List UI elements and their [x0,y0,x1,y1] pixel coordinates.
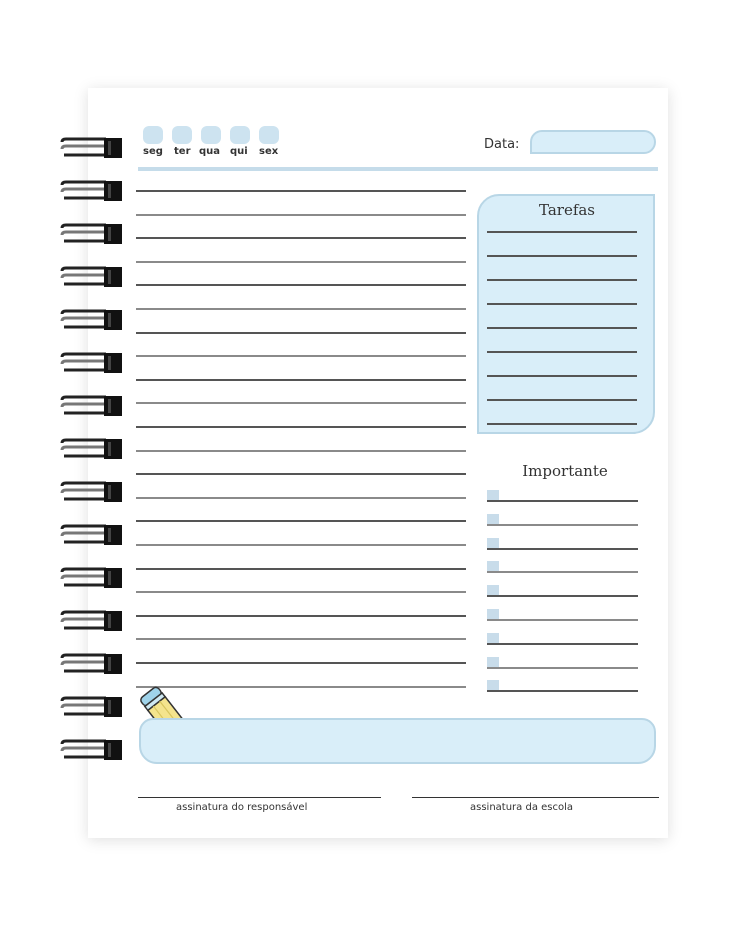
spiral-ring-icon [60,395,122,417]
writing-line[interactable] [136,426,466,428]
writing-line[interactable] [136,237,466,239]
tasks-title: Tarefas [538,201,596,219]
checkbox-icon[interactable] [487,609,499,619]
spiral-ring-icon [60,481,122,503]
header-divider [138,167,658,171]
notes-box[interactable] [139,718,656,764]
weekday-label: seg [143,146,163,157]
important-line[interactable] [487,500,638,502]
weekday-label: sex [259,146,279,157]
spiral-ring-icon [60,739,122,761]
weekday-box-qua[interactable] [201,126,221,144]
writing-line[interactable] [136,544,466,546]
task-line[interactable] [487,351,637,353]
checkbox-icon[interactable] [487,514,499,524]
task-line[interactable] [487,399,637,401]
checkbox-icon[interactable] [487,561,499,571]
important-title: Importante [522,462,608,480]
important-line[interactable] [487,643,638,645]
writing-line[interactable] [136,497,466,499]
tasks-panel [477,194,655,434]
important-line[interactable] [487,667,638,669]
school-signature-label: assinatura da escola [470,802,574,813]
writing-line[interactable] [136,473,466,475]
weekday-label: qua [199,146,221,157]
checkbox-icon[interactable] [487,657,499,667]
spiral-ring-icon [60,223,122,245]
checkbox-icon[interactable] [487,490,499,500]
important-line[interactable] [487,548,638,550]
school-signature-line[interactable] [412,797,659,798]
spiral-ring-icon [60,309,122,331]
spiral-ring-icon [60,653,122,675]
spiral-ring-icon [60,266,122,288]
weekday-label: qui [230,146,248,157]
spiral-ring-icon [60,438,122,460]
spiral-ring-icon [60,137,122,159]
writing-line[interactable] [136,379,466,381]
task-line[interactable] [487,303,637,305]
writing-line[interactable] [136,332,466,334]
checkbox-icon[interactable] [487,633,499,643]
writing-line[interactable] [136,190,466,192]
date-label: Data: [484,137,520,152]
weekday-label: ter [174,146,191,157]
task-line[interactable] [487,231,637,233]
important-line[interactable] [487,690,638,692]
spiral-ring-icon [60,352,122,374]
writing-line[interactable] [136,591,466,593]
task-line[interactable] [487,255,637,257]
weekday-box-ter[interactable] [172,126,192,144]
weekday-box-qui[interactable] [230,126,250,144]
important-line[interactable] [487,571,638,573]
writing-line[interactable] [136,662,466,664]
weekday-box-sex[interactable] [259,126,279,144]
writing-line[interactable] [136,615,466,617]
writing-line[interactable] [136,568,466,570]
writing-line[interactable] [136,638,466,640]
writing-line[interactable] [136,261,466,263]
spiral-ring-icon [60,696,122,718]
checkbox-icon[interactable] [487,585,499,595]
date-field[interactable] [530,130,656,154]
writing-line[interactable] [136,214,466,216]
writing-line[interactable] [136,308,466,310]
important-line[interactable] [487,595,638,597]
task-line[interactable] [487,423,637,425]
spiral-ring-icon [60,524,122,546]
guardian-signature-line[interactable] [138,797,381,798]
guardian-signature-label: assinatura do responsável [176,802,308,813]
writing-line[interactable] [136,450,466,452]
checkbox-icon[interactable] [487,538,499,548]
weekday-box-seg[interactable] [143,126,163,144]
spiral-ring-icon [60,180,122,202]
important-line[interactable] [487,619,638,621]
writing-line[interactable] [136,402,466,404]
task-line[interactable] [487,279,637,281]
writing-line[interactable] [136,284,466,286]
task-line[interactable] [487,327,637,329]
writing-line[interactable] [136,520,466,522]
important-line[interactable] [487,524,638,526]
task-line[interactable] [487,375,637,377]
spiral-ring-icon [60,610,122,632]
spiral-ring-icon [60,567,122,589]
writing-line[interactable] [136,355,466,357]
checkbox-icon[interactable] [487,680,499,690]
